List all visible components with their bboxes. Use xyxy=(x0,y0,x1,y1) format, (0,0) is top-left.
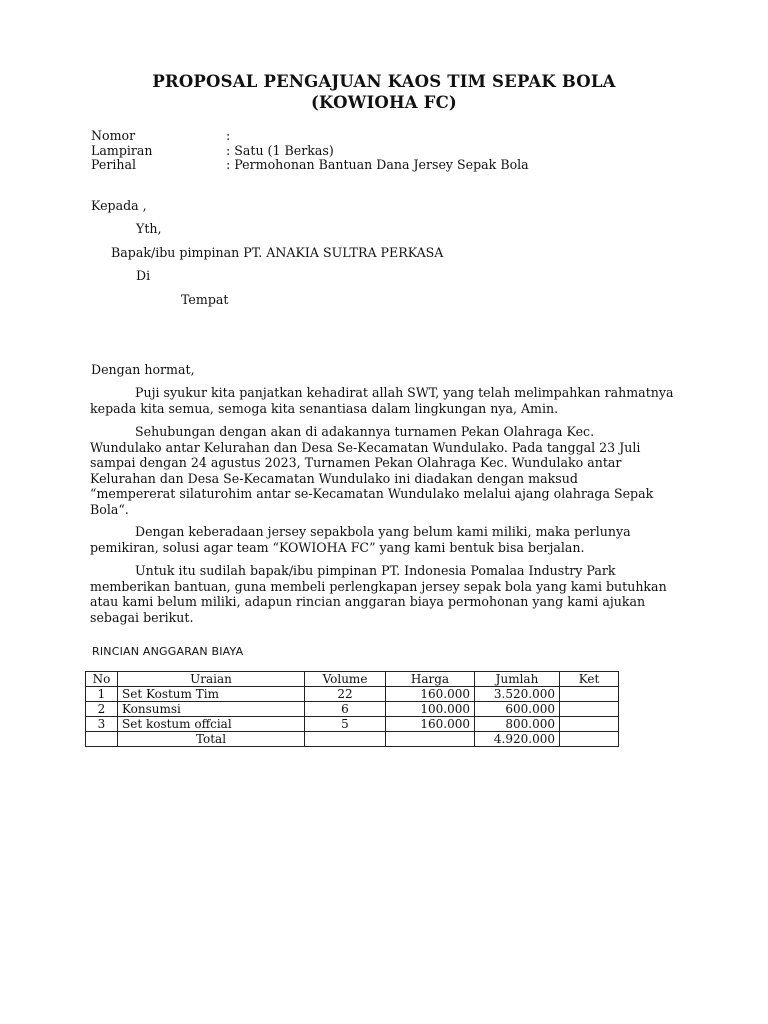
yth-text: Yth, xyxy=(136,221,162,236)
cell-harga: 100.000 xyxy=(386,702,475,717)
cell-no: 2 xyxy=(86,702,118,717)
paragraph-line: Puji syukur kita panjatkan kehadirat allah SWT, yang telah melimpahkan rahmatnya xyxy=(135,385,674,400)
cell-harga: 160.000 xyxy=(386,687,475,702)
paragraph-line: Wundulako antar Kelurahan dan Desa Se-Kecamatan Wundulako. Pada tanggal 23 Juli xyxy=(90,439,641,455)
lampiran-label: Lampiran xyxy=(91,143,153,158)
cell-volume: 22 xyxy=(305,687,386,702)
paragraph-line: “mempererat silaturohim antar se-Kecamatan Wundulako melalui ajang olahraga Sepak xyxy=(90,486,654,501)
di-text: Di xyxy=(136,268,151,283)
cell-volume-empty xyxy=(305,732,386,747)
document-title-line2: (KOWIOHA FC) xyxy=(311,93,457,112)
cell-ket xyxy=(560,687,619,702)
paragraph-line: pemikiran, solusi agar team “KOWIOHA FC” yang kami bentuk bisa berjalan. xyxy=(90,539,585,555)
paragraph-line: sebagai berikut. xyxy=(90,609,194,625)
cell-no: 3 xyxy=(86,717,118,732)
cell-uraian: Set kostum offcial xyxy=(118,717,305,732)
header-harga: Harga xyxy=(386,672,475,687)
budget-section-title: RINCIAN ANGGARAN BIAYA xyxy=(92,645,244,658)
cell-jumlah: 600.000 xyxy=(475,702,560,717)
cell-ket-empty xyxy=(560,732,619,747)
cell-ket xyxy=(560,702,619,717)
paragraph-2 xyxy=(90,424,678,517)
cell-jumlah: 800.000 xyxy=(475,717,560,732)
budget-table xyxy=(85,671,619,747)
tempat-text: Tempat xyxy=(181,292,229,307)
table-header-row xyxy=(86,672,619,687)
document-title-line1: PROPOSAL PENGAJUAN KAOS TIM SEPAK BOLA xyxy=(152,72,616,91)
cell-volume: 6 xyxy=(305,702,386,717)
paragraph-line: Kelurahan dan Desa Se-Kecamatan Wundulako ini diadakan dengan maksud xyxy=(90,470,578,486)
total-value: 4.920.000 xyxy=(475,732,560,747)
header-uraian: Uraian xyxy=(118,672,305,687)
table-total-row xyxy=(86,732,619,747)
paragraph-line: atau kami belum miliki, adapun rincian anggaran biaya permohonan yang kami ajukan xyxy=(90,594,646,609)
paragraph-line: Dengan keberadaan jersey sepakbola yang belum kami miliki, maka perlunya xyxy=(135,524,631,539)
cell-uraian: Konsumsi xyxy=(118,702,305,717)
paragraph-3 xyxy=(90,524,678,555)
nomor-value: : xyxy=(226,128,231,143)
cell-no: 1 xyxy=(86,687,118,702)
header-jumlah: Jumlah xyxy=(475,672,560,687)
cell-harga: 160.000 xyxy=(386,717,475,732)
perihal-label: Perihal xyxy=(91,157,137,172)
lampiran-value: : Satu (1 Berkas) xyxy=(226,143,334,158)
paragraph-line: Untuk itu sudilah bapak/ibu pimpinan PT. Indonesia Pomalaa Industry Park xyxy=(135,563,616,578)
cell-ket xyxy=(560,717,619,732)
table-row xyxy=(86,702,619,717)
header-volume: Volume xyxy=(305,672,386,687)
perihal-value: : Permohonan Bantuan Dana Jersey Sepak Bola xyxy=(226,157,529,172)
recipient-text: Bapak/ibu pimpinan PT. ANAKIA SULTRA PERKASA xyxy=(111,245,444,260)
paragraph-line: Sehubungan dengan akan di adakannya turnamen Pekan Olahraga Kec. xyxy=(135,424,595,439)
paragraph-4 xyxy=(90,563,678,625)
paragraph-line: Bola“. xyxy=(90,501,129,517)
nomor-label: Nomor xyxy=(91,128,136,143)
paragraph-line: sampai dengan 24 agustus 2023, Turnamen Pekan Olahraga Kec. Wundulako antar xyxy=(90,455,622,470)
greeting-text: Dengan hormat, xyxy=(91,362,195,377)
table-row xyxy=(86,687,619,702)
cell-volume: 5 xyxy=(305,717,386,732)
paragraph-line: kepada kita semua, semoga kita senantiasa dalam lingkungan nya, Amin. xyxy=(90,400,559,416)
cell-jumlah: 3.520.000 xyxy=(475,687,560,702)
cell-no-empty xyxy=(86,732,118,747)
paragraph-line: memberikan bantuan, guna membeli perlengkapan jersey sepak bola yang kami butuhkan xyxy=(90,578,667,594)
header-ket: Ket xyxy=(560,672,619,687)
paragraph-1 xyxy=(90,385,678,416)
cell-harga-empty xyxy=(386,732,475,747)
cell-uraian: Set Kostum Tim xyxy=(118,687,305,702)
table-row xyxy=(86,717,619,732)
header-no: No xyxy=(86,672,118,687)
total-label: Total xyxy=(118,732,305,747)
kepada-text: Kepada , xyxy=(91,198,147,213)
